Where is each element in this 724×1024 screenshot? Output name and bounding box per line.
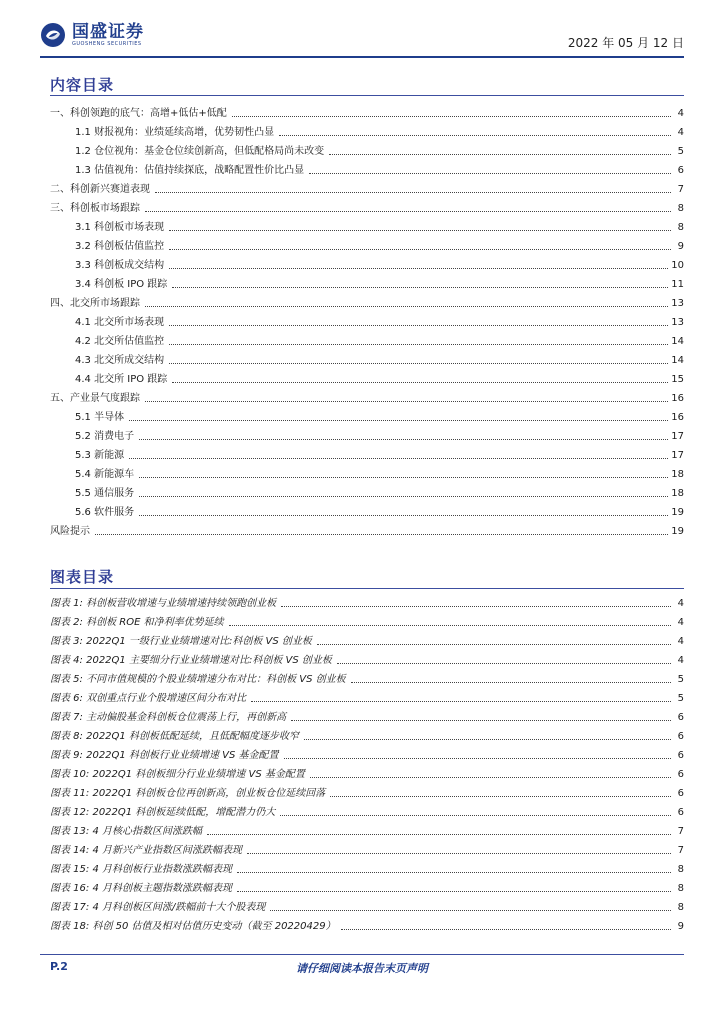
toc-entry-label: 4.1 北交所市场表现 bbox=[75, 317, 165, 328]
dot-leader bbox=[145, 305, 668, 307]
dot-leader bbox=[280, 814, 671, 816]
figure-entry-page: 4 bbox=[677, 655, 684, 666]
toc-entry-label: 五、产业景气度跟踪 bbox=[50, 393, 140, 404]
toc-entry-label: 4.2 北交所估值监控 bbox=[75, 336, 165, 347]
toc-entry[interactable] bbox=[50, 405, 684, 424]
figures-list bbox=[50, 591, 684, 933]
figure-entry[interactable] bbox=[50, 629, 684, 648]
figure-entry-page: 6 bbox=[677, 750, 684, 761]
toc-entry[interactable] bbox=[50, 500, 684, 519]
toc-entry[interactable] bbox=[50, 310, 684, 329]
figure-entry[interactable] bbox=[50, 838, 684, 857]
toc-title: 内容目录 bbox=[50, 76, 115, 94]
figure-entry-page: 6 bbox=[677, 731, 684, 742]
dot-leader bbox=[139, 495, 668, 497]
dot-leader bbox=[172, 381, 668, 383]
toc-entry-page: 11 bbox=[671, 279, 684, 290]
figure-entry-label: 图表 10: 2022Q1 科创板细分行业业绩增速 VS 基金配置 bbox=[50, 769, 305, 780]
toc-entry-label: 4.4 北交所 IPO 跟踪 bbox=[75, 374, 168, 385]
toc-entry-page: 9 bbox=[677, 241, 684, 252]
figure-entry[interactable] bbox=[50, 857, 684, 876]
figure-entry-page: 6 bbox=[677, 769, 684, 780]
figure-entry-label: 图表 8: 2022Q1 科创板低配延续，且低配幅度逐步收窄 bbox=[50, 731, 299, 742]
dot-leader bbox=[284, 757, 672, 759]
figure-entry[interactable] bbox=[50, 686, 684, 705]
toc-entry[interactable] bbox=[50, 291, 684, 310]
toc-entry-label: 一、科创领跑的底气：高增+低估+低配 bbox=[50, 108, 227, 119]
toc-entry[interactable] bbox=[50, 481, 684, 500]
toc-entry-label: 四、北交所市场跟踪 bbox=[50, 298, 140, 309]
toc-entry-label: 1.2 仓位视角：基金仓位续创新高，但低配格局尚未改变 bbox=[75, 146, 325, 157]
toc-entry-page: 19 bbox=[671, 507, 684, 518]
figure-entry[interactable] bbox=[50, 591, 684, 610]
toc-entry[interactable] bbox=[50, 519, 684, 538]
logo-emblem-icon bbox=[40, 22, 66, 48]
dot-leader bbox=[129, 457, 668, 459]
figure-entry[interactable] bbox=[50, 724, 684, 743]
dot-leader bbox=[247, 852, 671, 854]
toc-entry-page: 17 bbox=[671, 431, 684, 442]
dot-leader bbox=[304, 738, 671, 740]
report-date: 2022 年 05 月 12 日 bbox=[567, 36, 684, 50]
figure-entry[interactable] bbox=[50, 800, 684, 819]
toc-entry[interactable] bbox=[50, 215, 684, 234]
header-divider bbox=[40, 56, 684, 58]
dot-leader bbox=[281, 605, 671, 607]
toc-entry-label: 4.3 北交所成交结构 bbox=[75, 355, 165, 366]
dot-leader bbox=[139, 438, 668, 440]
toc-entry-page: 8 bbox=[677, 203, 684, 214]
figure-entry-page: 4 bbox=[677, 598, 684, 609]
figure-entry-label: 图表 9: 2022Q1 科创板行业业绩增速 VS 基金配置 bbox=[50, 750, 279, 761]
toc-entry[interactable] bbox=[50, 196, 684, 215]
dot-leader bbox=[337, 662, 671, 664]
dot-leader bbox=[310, 776, 671, 778]
toc-title-divider bbox=[50, 95, 684, 96]
dot-leader bbox=[229, 624, 671, 626]
page-header bbox=[40, 22, 684, 54]
figures-title: 图表目录 bbox=[50, 568, 115, 586]
toc-entry-label: 风险提示 bbox=[50, 526, 90, 537]
dot-leader bbox=[129, 419, 668, 421]
dot-leader bbox=[169, 267, 668, 269]
toc-entry-page: 4 bbox=[677, 127, 684, 138]
dot-leader bbox=[169, 362, 668, 364]
figure-entry-page: 8 bbox=[677, 883, 684, 894]
figure-entry-label: 图表 7: 主动偏股基金科创板仓位震荡上行，再创新高 bbox=[50, 712, 287, 723]
toc-entry-page: 13 bbox=[671, 298, 684, 309]
toc-entry[interactable] bbox=[50, 272, 684, 291]
toc-entry-page: 6 bbox=[677, 165, 684, 176]
figure-entry-label: 图表 14: 4 月新兴产业指数区间涨跌幅表现 bbox=[50, 845, 242, 856]
dot-leader bbox=[351, 681, 671, 683]
figure-entry-page: 7 bbox=[677, 845, 684, 856]
dot-leader bbox=[309, 172, 671, 174]
figure-entry-page: 6 bbox=[677, 712, 684, 723]
toc-entry-page: 8 bbox=[677, 222, 684, 233]
dot-leader bbox=[169, 229, 671, 231]
figure-entry[interactable] bbox=[50, 914, 684, 933]
toc-entry[interactable] bbox=[50, 348, 684, 367]
figure-entry[interactable] bbox=[50, 648, 684, 667]
toc-entry[interactable] bbox=[50, 462, 684, 481]
figure-entry-label: 图表 11: 2022Q1 科创板仓位再创新高，创业板仓位延续回落 bbox=[50, 788, 326, 799]
dot-leader bbox=[139, 476, 668, 478]
dot-leader bbox=[145, 400, 668, 402]
toc-entry[interactable] bbox=[50, 386, 684, 405]
toc-entry[interactable] bbox=[50, 367, 684, 386]
toc-entry-label: 1.1 财报视角：业绩延续高增，优势韧性凸显 bbox=[75, 127, 275, 138]
toc-entry-label: 1.3 估值视角：估值持续探底，战略配置性价比凸显 bbox=[75, 165, 305, 176]
disclaimer-notice: 请仔细阅读本报告末页声明 bbox=[296, 962, 428, 975]
brand-logo bbox=[40, 22, 144, 48]
toc-entry-page: 4 bbox=[677, 108, 684, 119]
figure-entry[interactable] bbox=[50, 743, 684, 762]
figure-entry[interactable] bbox=[50, 705, 684, 724]
toc-entry[interactable] bbox=[50, 443, 684, 462]
toc-entry[interactable] bbox=[50, 177, 684, 196]
figure-entry[interactable] bbox=[50, 781, 684, 800]
figure-entry-label: 图表 3: 2022Q1 一级行业业绩增速对比:科创板 VS 创业板 bbox=[50, 636, 312, 647]
dot-leader bbox=[329, 153, 671, 155]
toc-entry-page: 13 bbox=[671, 317, 684, 328]
dot-leader bbox=[330, 795, 671, 797]
figure-entry-label: 图表 17: 4 月科创板区间涨/跌幅前十大个股表现 bbox=[50, 902, 266, 913]
toc-entry[interactable] bbox=[50, 329, 684, 348]
toc-entry-label: 5.5 通信服务 bbox=[75, 488, 135, 499]
toc-entry-label: 5.2 消费电子 bbox=[75, 431, 135, 442]
toc-list bbox=[50, 101, 684, 538]
toc-entry-page: 15 bbox=[671, 374, 684, 385]
toc-entry-label: 5.3 新能源 bbox=[75, 450, 125, 461]
logo-text bbox=[72, 23, 144, 48]
figure-entry-page: 8 bbox=[677, 902, 684, 913]
figure-entry[interactable] bbox=[50, 895, 684, 914]
toc-entry[interactable] bbox=[50, 424, 684, 443]
dot-leader bbox=[95, 533, 668, 535]
toc-entry-label: 5.4 新能源车 bbox=[75, 469, 135, 480]
footer-divider bbox=[40, 954, 684, 955]
dot-leader bbox=[145, 210, 671, 212]
toc-entry[interactable] bbox=[50, 234, 684, 253]
figure-entry-page: 8 bbox=[677, 864, 684, 875]
dot-leader bbox=[237, 871, 671, 873]
toc-entry-page: 19 bbox=[671, 526, 684, 537]
toc-entry-label: 3.4 科创板 IPO 跟踪 bbox=[75, 279, 168, 290]
figure-entry-page: 4 bbox=[677, 617, 684, 628]
figure-entry-label: 图表 5: 不同市值规模的个股业绩增速分布对比：科创板 VS 创业板 bbox=[50, 674, 346, 685]
dot-leader bbox=[207, 833, 671, 835]
figure-entry-label: 图表 15: 4 月科创板行业指数涨跌幅表现 bbox=[50, 864, 232, 875]
dot-leader bbox=[291, 719, 671, 721]
dot-leader bbox=[169, 343, 668, 345]
toc-entry-label: 3.1 科创板市场表现 bbox=[75, 222, 165, 233]
figure-entry-label: 图表 4: 2022Q1 主要细分行业业绩增速对比:科创板 VS 创业板 bbox=[50, 655, 332, 666]
toc-entry-label: 三、科创板市场跟踪 bbox=[50, 203, 140, 214]
dot-leader bbox=[251, 700, 671, 702]
figure-entry-label: 图表 18: 科创 50 估值及相对估值历史变动（截至 20220429） bbox=[50, 921, 336, 932]
figure-entry-page: 6 bbox=[677, 788, 684, 799]
dot-leader bbox=[155, 191, 671, 193]
dot-leader bbox=[341, 928, 671, 930]
figure-entry-page: 5 bbox=[677, 693, 684, 704]
toc-entry-page: 16 bbox=[671, 412, 684, 423]
dot-leader bbox=[317, 643, 671, 645]
toc-entry-page: 16 bbox=[671, 393, 684, 404]
figure-entry[interactable] bbox=[50, 876, 684, 895]
brand-name-en: GUOSHENG SECURITIES bbox=[72, 40, 142, 47]
toc-entry-page: 18 bbox=[671, 469, 684, 480]
figure-entry-page: 9 bbox=[677, 921, 684, 932]
dot-leader bbox=[172, 286, 668, 288]
toc-entry[interactable] bbox=[50, 158, 684, 177]
dot-leader bbox=[270, 909, 671, 911]
dot-leader bbox=[279, 134, 671, 136]
figure-entry-page: 5 bbox=[677, 674, 684, 685]
dot-leader bbox=[169, 248, 671, 250]
toc-entry-page: 14 bbox=[671, 355, 684, 366]
toc-entry-page: 7 bbox=[677, 184, 684, 195]
figure-entry-label: 图表 12: 2022Q1 科创板延续低配，增配潜力仍大 bbox=[50, 807, 276, 818]
toc-entry-label: 3.3 科创板成交结构 bbox=[75, 260, 165, 271]
toc-entry[interactable] bbox=[50, 139, 684, 158]
toc-entry[interactable] bbox=[50, 101, 684, 120]
figure-entry-label: 图表 13: 4 月核心指数区间涨跌幅 bbox=[50, 826, 202, 837]
page-number: P.2 bbox=[50, 960, 68, 973]
dot-leader bbox=[232, 115, 671, 117]
dot-leader bbox=[237, 890, 671, 892]
toc-entry-label: 3.2 科创板估值监控 bbox=[75, 241, 165, 252]
figure-entry-label: 图表 2: 科创板 ROE 和净利率优势延续 bbox=[50, 617, 224, 628]
figure-entry-page: 4 bbox=[677, 636, 684, 647]
figure-entry[interactable] bbox=[50, 762, 684, 781]
figures-title-divider bbox=[50, 588, 684, 589]
dot-leader bbox=[169, 324, 668, 326]
brand-name-cn: 国盛证券 bbox=[72, 21, 144, 42]
figure-entry-page: 6 bbox=[677, 807, 684, 818]
figure-entry[interactable] bbox=[50, 819, 684, 838]
toc-entry[interactable] bbox=[50, 120, 684, 139]
toc-entry-label: 5.6 软件服务 bbox=[75, 507, 135, 518]
figure-entry-label: 图表 6: 双创重点行业个股增速区间分布对比 bbox=[50, 693, 247, 704]
toc-entry-page: 5 bbox=[677, 146, 684, 157]
toc-entry-label: 5.1 半导体 bbox=[75, 412, 125, 423]
toc-entry-page: 10 bbox=[671, 260, 684, 271]
figure-entry[interactable] bbox=[50, 667, 684, 686]
toc-entry-page: 14 bbox=[671, 336, 684, 347]
toc-entry-page: 18 bbox=[671, 488, 684, 499]
figure-entry[interactable] bbox=[50, 610, 684, 629]
toc-entry-label: 二、科创新兴赛道表现 bbox=[50, 184, 150, 195]
toc-entry[interactable] bbox=[50, 253, 684, 272]
figure-entry-page: 7 bbox=[677, 826, 684, 837]
figure-entry-label: 图表 16: 4 月科创板主题指数涨跌幅表现 bbox=[50, 883, 232, 894]
figure-entry-label: 图表 1: 科创板营收增速与业绩增速持续领跑创业板 bbox=[50, 598, 277, 609]
dot-leader bbox=[139, 514, 668, 516]
toc-entry-page: 17 bbox=[671, 450, 684, 461]
